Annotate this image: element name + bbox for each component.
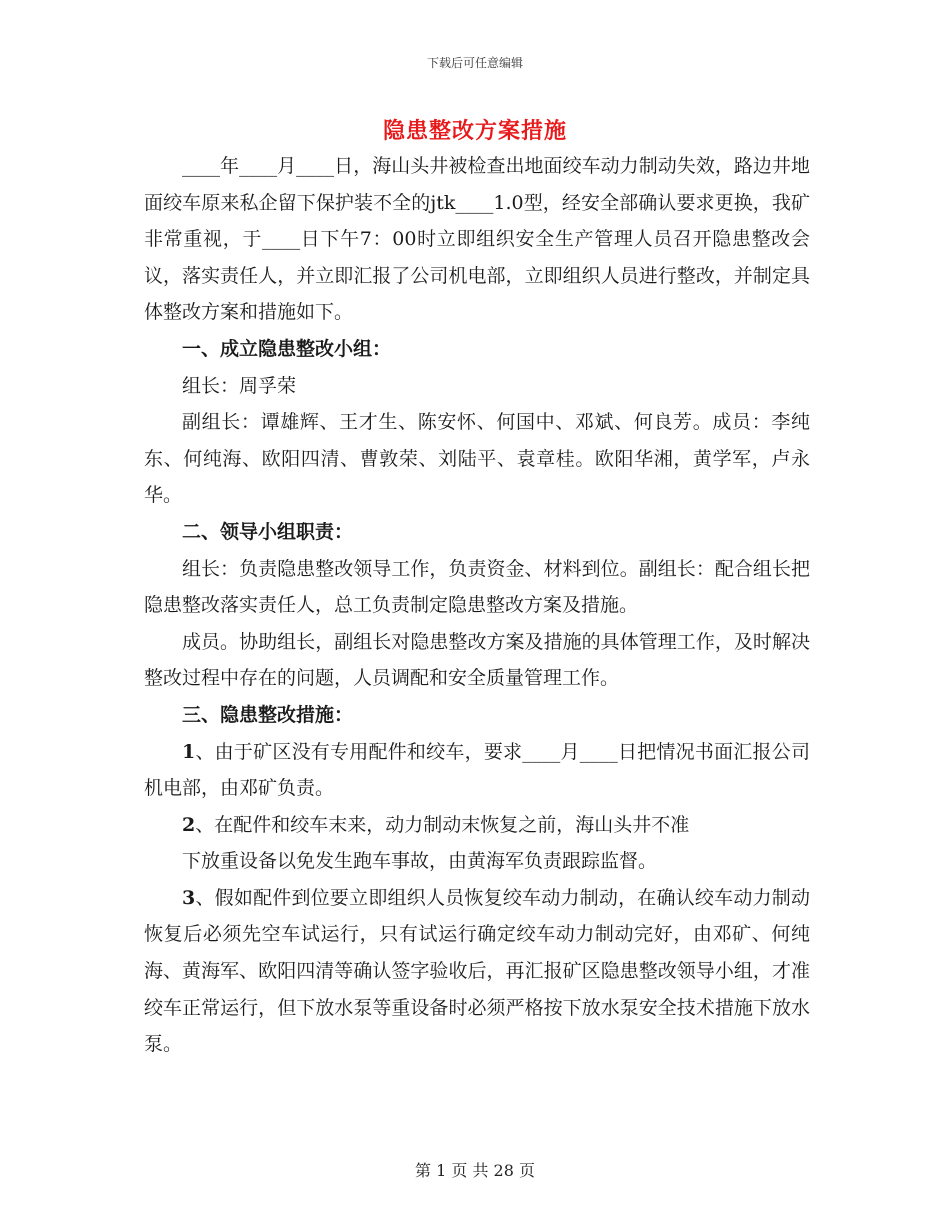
page-footer: 第 1 页 共 28 页 xyxy=(415,1161,535,1180)
section-heading-3: 三、隐患整改措施： xyxy=(182,703,354,726)
measure-number-3: 3 xyxy=(182,886,196,909)
document-title: 隐患整改方案措施 xyxy=(382,118,567,144)
measure-item-3 xyxy=(144,880,810,1063)
measure-number-1: 1 xyxy=(182,740,196,763)
members-paragraph: 副组长：谭雄辉、王才生、陈安怀、何国中、邓斌、何良芳。成员：李纯东、何纯海、欧阳四清、曹敦荣、刘陆平、袁章桂。欧阳华湘，黄学军，卢永华。 xyxy=(144,411,810,507)
duty-paragraph-2: 成员。协助组长，副组长对隐患整改方案及措施的具体管理工作，及时解决整改过程中存在的问题，人员调配和安全质量管理工作。 xyxy=(144,630,810,690)
duty-paragraph-1: 组长：负责隐患整改领导工作，负责资金、材料到位。副组长：配合组长把隐患整改落实责任人，总工负责制定隐患整改方案及措施。 xyxy=(144,557,810,617)
leader-paragraph: 组长：周孚荣 xyxy=(182,374,297,397)
header-note: 下载后可任意编辑 xyxy=(426,56,523,70)
measure-text-2a: 、在配件和绞车末来，动力制动末恢复之前，海山头井不准 xyxy=(195,813,690,836)
document-body xyxy=(144,148,810,1063)
measure-item-2-continued: 下放重设备以免发生跑车事故，由黄海军负责跟踪监督。 xyxy=(182,850,658,873)
measure-item-2 xyxy=(144,807,810,844)
section-heading-2: 二、领导小组职责： xyxy=(182,520,354,543)
measure-number-2: 2 xyxy=(182,813,196,836)
measure-item-1 xyxy=(144,734,810,807)
intro-paragraph: ____年____月____日，海山头井被检查出地面绞车动力制动失效，路边井地面绞车原来私企留下保护装不全的jtk____1.0型，经安全部确认要求更换，我矿非常重视，于____日下午7：00时立即组织安全生产管理人员召开隐患整改会议，落实责任人，并立即汇报了公司机电部，立即组织人员进行整改，并制定具体整改方案和措施如下。 xyxy=(144,155,810,324)
measure-text-3: 、假如配件到位要立即组织人员恢复绞车动力制动，在确认绞车动力制动恢复后必须先空车试运行，只有试运行确定绞车动力制动完好，由邓矿、何纯海、黄海军、欧阳四清等确认签字验收后，再汇报矿区隐患整改领导小组，才准绞车正常运行，但下放水泵等重设备时必须严格按下放水泵安全技术措施下放水泵。 xyxy=(144,886,810,1056)
section-heading-1: 一、成立隐患整改小组： xyxy=(182,337,392,360)
measure-text-1: 、由于矿区没有专用配件和绞车，要求____月____日把情况书面汇报公司机电部，由邓矿负责。 xyxy=(144,740,810,800)
